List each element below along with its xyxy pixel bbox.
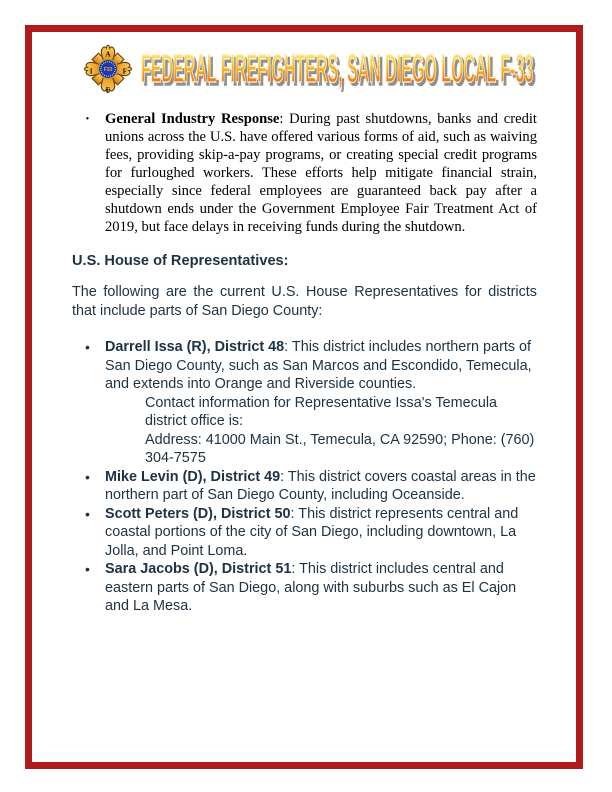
rep-text	[105, 560, 537, 616]
rep-description: : This district includes northern parts of San Diego County, such as San Marcos and Escondido, Temecula, and extends into Orange and Riverside counties.	[105, 339, 532, 392]
iaff-maltese-cross-logo	[80, 41, 136, 97]
section-heading: U.S. House of Representatives:	[72, 253, 289, 269]
contact-line: Address: 41000 Main St., Temecula, CA 92590; Phone: (760) 304-7575	[145, 431, 535, 466]
logo-center-label: F33	[103, 66, 113, 73]
rep-name-district: Mike Levin (D), District 49	[105, 468, 281, 485]
rep-contact-info	[145, 394, 537, 468]
rep-text	[105, 468, 537, 505]
iaff-logo-graphic	[80, 41, 136, 97]
rep-name-district: Scott Peters (D), District 50	[105, 505, 291, 522]
list-item-darrell-issa	[72, 338, 537, 468]
list-item-sara-jacobs	[72, 560, 537, 616]
rep-text	[105, 505, 537, 561]
logo-letter-bottom: F	[105, 85, 111, 94]
rep-description: : This district includes central and eastern parts of San Diego, along with suburbs such as El Cajon and La Mesa.	[105, 561, 517, 614]
page-border-frame	[25, 25, 583, 769]
rep-description: : This district represents central and coastal portions of the city of San Diego, including downtown, La Jolla, and Point Loma.	[105, 505, 519, 559]
list-item-mike-levin	[72, 468, 537, 505]
rep-name-district: Sara Jacobs (D), District 51	[105, 561, 292, 577]
masthead-title-text: FEDERAL FIREFIGHTERS, SAN DIEGO LOCAL F-33	[141, 47, 534, 91]
general-response-text	[105, 110, 537, 236]
bullet-marker: •	[85, 505, 90, 522]
page-content	[32, 32, 576, 616]
contact-line: Contact information for Representative Issa's Temecula district office is:	[145, 394, 498, 429]
representatives-list	[72, 338, 537, 616]
logo-letter-left: I	[89, 67, 93, 76]
general-response-lead: General Industry Response	[105, 111, 280, 127]
bullet-marker: ·	[85, 111, 90, 127]
bullet-marker: •	[85, 468, 90, 485]
general-response-body: : During past shutdowns, banks and credit unions across the U.S. have offered various forms of aid, such as waiving fees, providing skip-a-pay programs, or creating special credit programs for furloughed workers. These efforts help mitigate financial strain, especially since federal employees are guaranteed back pay after a shutdown ends under the Government Employee Fair Treatment Act of 2019, but face delays in receiving funds during the shutdown.	[105, 111, 537, 235]
logo-letter-right: F	[122, 67, 128, 76]
section-intro: The following are the current U.S. House Representatives for districts that include parts of San Diego County:	[72, 284, 537, 319]
bullet-marker: •	[85, 561, 90, 577]
rep-description: : This district covers coastal areas in the northern part of San Diego County, including Oceanside.	[105, 468, 536, 503]
rep-name-district: Darrell Issa (R), District 48	[105, 339, 285, 355]
masthead-title	[141, 46, 539, 92]
general-response-bullet	[72, 110, 537, 236]
house-of-representatives-section	[72, 252, 537, 616]
masthead	[72, 40, 537, 98]
general-industry-response-section	[72, 110, 537, 236]
rep-text	[105, 338, 537, 468]
bullet-marker: •	[85, 339, 90, 355]
logo-letter-top: A	[105, 50, 111, 59]
list-item-scott-peters	[72, 505, 537, 561]
